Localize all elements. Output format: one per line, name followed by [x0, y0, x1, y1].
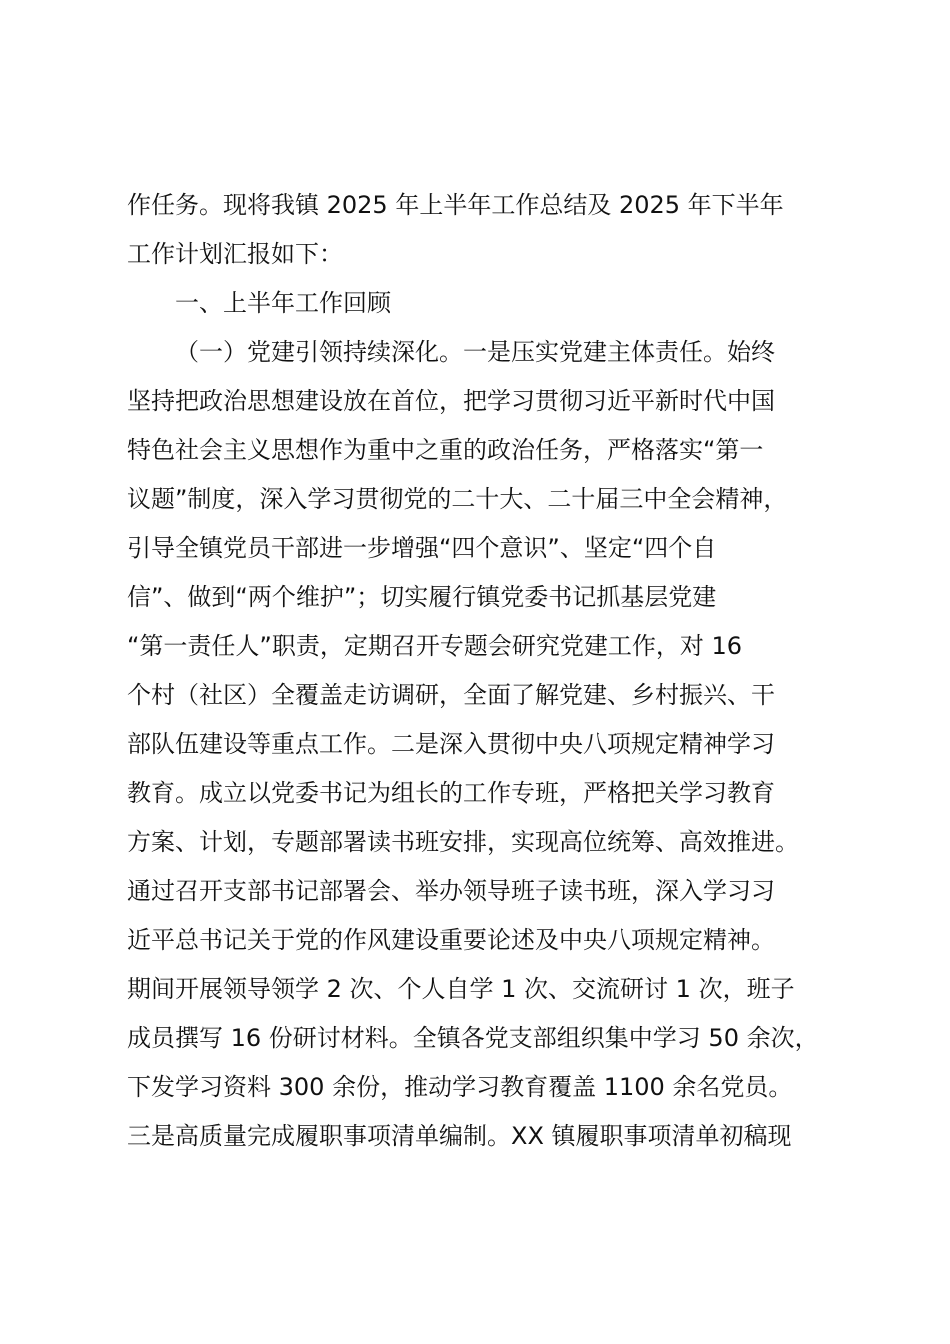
- text-line: 工作计划汇报如下：: [127, 240, 343, 268]
- text-line: 个村（社区）全覆盖走访调研，全面了解党建、乡村振兴、干: [127, 681, 775, 709]
- text-line: 部队伍建设等重点工作。二是深入贯彻中央八项规定精神学习: [127, 730, 775, 758]
- text-line: 引导全镇党员干部进一步增强“四个意识”、坚定“四个自: [127, 534, 717, 562]
- text-line: 特色社会主义思想作为重中之重的政治任务，严格落实“第一: [127, 436, 764, 464]
- text-line: 议题”制度，深入学习贯彻党的二十大、二十届三中全会精神，: [127, 485, 788, 513]
- text-line: 近平总书记关于党的作风建设重要论述及中央八项规定精神。: [127, 926, 775, 954]
- section-heading: 一、上半年工作回顾: [175, 289, 391, 317]
- text-line: “第一责任人”职责，定期召开专题会研究党建工作，对 16: [127, 632, 743, 660]
- text-line: 教育。成立以党委书记为组长的工作专班，严格把关学习教育: [127, 779, 775, 807]
- text-line: 期间开展领导领学 2 次、个人自学 1 次、交流研讨 1 次，班子: [127, 975, 795, 1003]
- text-line: 成员撰写 16 份研讨材料。全镇各党支部组织集中学习 50 余次，: [127, 1024, 819, 1052]
- text-line: 信”、做到“两个维护”；切实履行镇党委书记抓基层党建: [127, 583, 717, 611]
- paragraph-first-line: （一）党建引领持续深化。一是压实党建主体责任。始终: [175, 338, 775, 366]
- document-body: [127, 181, 857, 1161]
- text-line: 三是高质量完成履职事项清单编制。XX 镇履职事项清单初稿现: [127, 1122, 792, 1150]
- text-line: 坚持把政治思想建设放在首位，把学习贯彻习近平新时代中国: [127, 387, 775, 415]
- text-line: 方案、计划，专题部署读书班安排，实现高位统筹、高效推进。: [127, 828, 799, 856]
- text-line: 下发学习资料 300 余份，推动学习教育覆盖 1100 余名党员。: [127, 1073, 793, 1101]
- text-line: 通过召开支部书记部署会、举办领导班子读书班，深入学习习: [127, 877, 775, 905]
- text-line: 作任务。现将我镇 2025 年上半年工作总结及 2025 年下半年: [127, 191, 784, 219]
